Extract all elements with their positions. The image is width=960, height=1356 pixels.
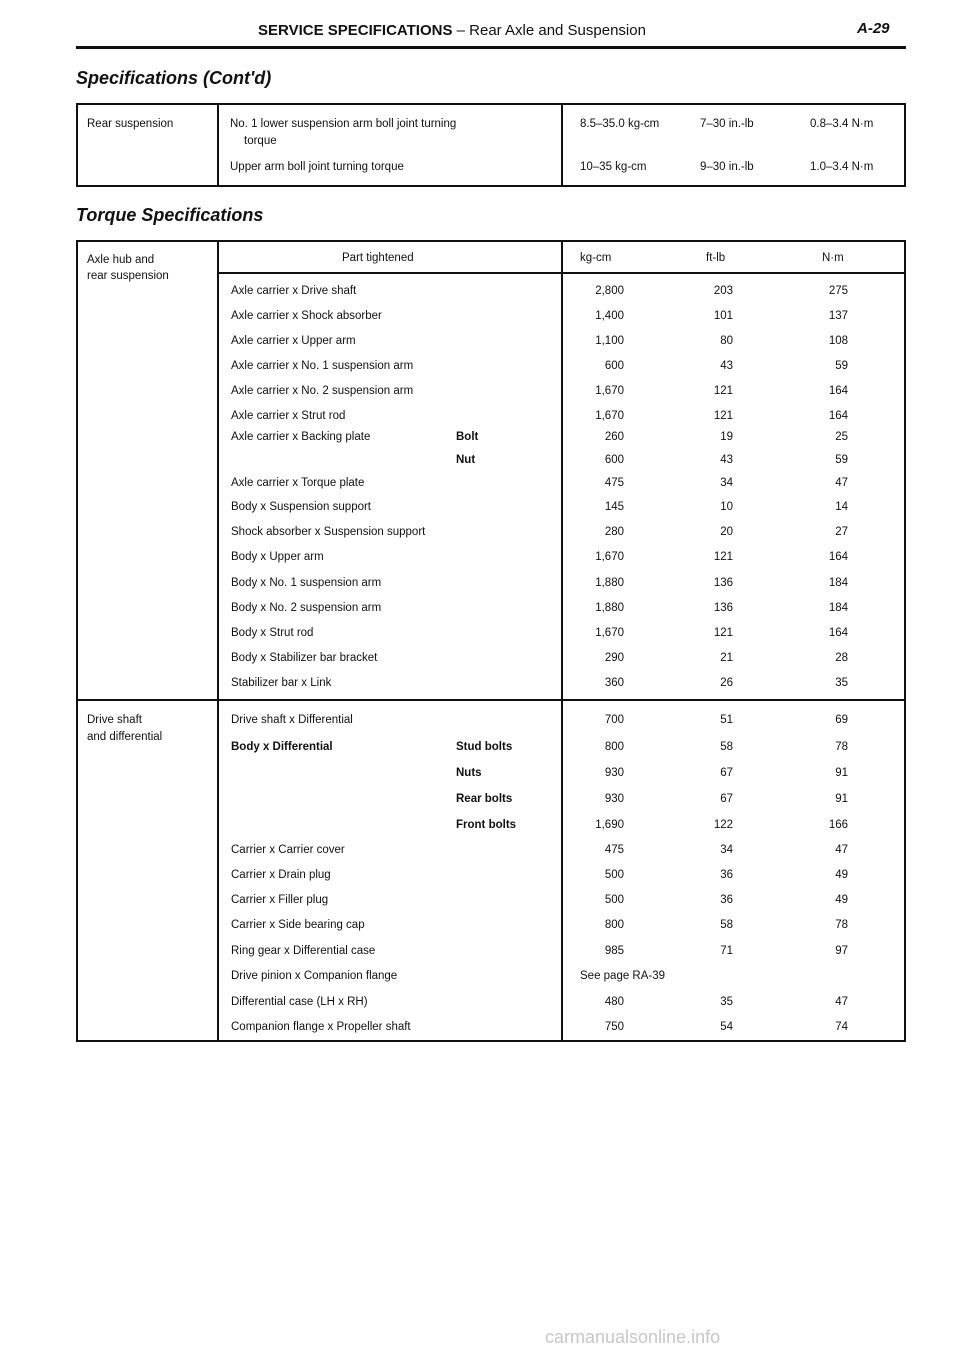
header-rule: [76, 46, 906, 49]
g1-row-3-value-nm: 108: [828, 335, 848, 347]
g1-row-11-part-name: Shock absorber x Suspension support: [231, 526, 426, 538]
g2-row-1-part-name: Drive shaft x Differential: [231, 714, 353, 726]
spec-divider-1: [217, 103, 219, 187]
g2-row-10-part-name: Ring gear x Differential case: [231, 945, 376, 957]
g2-row-9-value-kgcm: 800: [604, 919, 624, 931]
g2-row-12-value-ftlb: 35: [720, 996, 733, 1008]
g1-row-7-value-kgcm: 260: [604, 431, 624, 443]
g1-row-14-part-name: Body x No. 2 suspension arm: [231, 602, 382, 614]
g1-row-5-value-ftlb: 121: [713, 385, 733, 397]
torque-divider-1: [217, 240, 219, 1042]
col-header-kgcm: kg-cm: [580, 252, 612, 264]
g2-row-13-value-ftlb: 54: [720, 1021, 733, 1033]
g1-row-5-part-name: Axle carrier x No. 2 suspension arm: [231, 385, 414, 397]
g2-row-1-value-nm: 69: [835, 714, 848, 726]
spec-table: [76, 103, 906, 187]
g1-row-8-part-sub: Nut: [456, 454, 476, 466]
header-title-rest: – Rear Axle and Suspension: [452, 22, 646, 39]
g2-row-5-value-nm: 166: [828, 819, 848, 831]
g1-row-9-value-nm: 47: [835, 477, 848, 489]
g2-row-3-value-ftlb: 67: [720, 767, 733, 779]
g1-row-6-value-nm: 164: [828, 410, 848, 422]
g2-row-2-value-nm: 78: [835, 741, 848, 753]
g1-row-5-value-nm: 164: [828, 385, 848, 397]
g1-row-4-value-nm: 59: [835, 360, 848, 372]
g2-row-8-value-ftlb: 36: [720, 894, 733, 906]
g1-row-3-value-kgcm: 1,100: [595, 335, 624, 347]
g2-row-4-value-nm: 91: [835, 793, 848, 805]
g1-row-8-value-nm: 59: [835, 454, 848, 466]
g1-row-16-part-name: Body x Stabilizer bar bracket: [231, 652, 378, 664]
g1-row-8-value-ftlb: 43: [720, 454, 733, 466]
g2-row-2-part-sub: Stud bolts: [456, 741, 513, 753]
g1-row-10-value-ftlb: 10: [720, 501, 733, 513]
g2-row-4-value-ftlb: 67: [720, 793, 733, 805]
col-header-ftlb: ft-lb: [706, 252, 726, 264]
g2-row-8-part-name: Carrier x Filler plug: [231, 894, 329, 906]
g1-row-12-part-name: Body x Upper arm: [231, 551, 324, 563]
g2-row-2-value-kgcm: 800: [604, 741, 624, 753]
g1-row-7-part-name: Axle carrier x Backing plate: [231, 431, 371, 443]
torque-heading: Torque Specifications: [76, 205, 264, 225]
g1-row-10-value-kgcm: 145: [604, 501, 624, 513]
watermark: carmanualsonline.info: [545, 1327, 721, 1347]
g1-row-3-part-name: Axle carrier x Upper arm: [231, 335, 356, 347]
g2-row-10-value-kgcm: 985: [604, 945, 624, 957]
g1-row-15-value-kgcm: 1,670: [595, 627, 624, 639]
g1-row-2-part-name: Axle carrier x Shock absorber: [231, 310, 382, 322]
g1-row-15-value-ftlb: 121: [713, 627, 733, 639]
g1-row-17-part-name: Stabilizer bar x Link: [231, 677, 332, 689]
g2-row-10-value-nm: 97: [835, 945, 848, 957]
g1-row-7-part-sub: Bolt: [456, 431, 479, 443]
col-header-nm: N·m: [822, 252, 844, 264]
g1-row-3-value-ftlb: 80: [720, 335, 733, 347]
g1-row-6-part-name: Axle carrier x Strut rod: [231, 410, 346, 422]
g2-row-12-part-name: Differential case (LH x RH): [231, 996, 368, 1008]
g2-row-3-part-sub: Nuts: [456, 767, 482, 779]
g2-row-8-value-nm: 49: [835, 894, 848, 906]
g1-row-4-part-name: Axle carrier x No. 1 suspension arm: [231, 360, 414, 372]
header-title-bold: SERVICE SPECIFICATIONS: [258, 22, 453, 39]
g1-row-7-value-ftlb: 19: [720, 431, 733, 443]
g2-row-1-value-ftlb: 51: [720, 714, 733, 726]
g2-row-3-value-kgcm: 930: [604, 767, 624, 779]
g1-row-12-value-kgcm: 1,670: [595, 551, 624, 563]
group1-label-line2: rear suspension: [87, 270, 169, 282]
g1-row-9-value-ftlb: 34: [720, 477, 733, 489]
spec-row-2-kgcm: 10–35 kg-cm: [580, 161, 647, 173]
g2-row-6-value-nm: 47: [835, 844, 848, 856]
g1-row-16-value-ftlb: 21: [720, 652, 733, 664]
g1-row-12-value-nm: 164: [828, 551, 848, 563]
g1-row-17-value-kgcm: 360: [604, 677, 624, 689]
col-header-part: Part tightened: [342, 252, 414, 264]
g2-row-12-value-nm: 47: [835, 996, 848, 1008]
g1-row-10-part-name: Body x Suspension support: [231, 501, 372, 513]
g1-row-17-value-nm: 35: [835, 677, 848, 689]
g2-row-9-value-ftlb: 58: [720, 919, 733, 931]
spec-row-1-item-cont: torque: [244, 135, 277, 147]
g1-row-17-value-ftlb: 26: [720, 677, 733, 689]
g2-row-13-value-kgcm: 750: [604, 1021, 624, 1033]
spec-row-1-inlb: 7–30 in.-lb: [700, 118, 754, 130]
page-header-title: [258, 22, 646, 39]
g2-row-4-part-sub: Rear bolts: [456, 793, 513, 805]
group2-label-line1: Drive shaft: [87, 714, 142, 726]
page-number: A-29: [857, 20, 890, 37]
g1-row-2-value-kgcm: 1,400: [595, 310, 624, 322]
g2-row-6-part-name: Carrier x Carrier cover: [231, 844, 345, 856]
g1-row-12-value-ftlb: 121: [713, 551, 733, 563]
g1-row-1-value-kgcm: 2,800: [595, 285, 624, 297]
g1-row-2-value-nm: 137: [828, 310, 848, 322]
g2-row-13-part-name: Companion flange x Propeller shaft: [231, 1021, 411, 1033]
g2-row-7-value-kgcm: 500: [604, 869, 624, 881]
g2-row-11-see-page-note: See page RA-39: [580, 970, 666, 982]
g2-row-3-value-nm: 91: [835, 767, 848, 779]
group2-label-line2: and differential: [87, 731, 163, 743]
g2-row-7-part-name: Carrier x Drain plug: [231, 869, 331, 881]
g1-row-14-value-kgcm: 1,880: [595, 602, 624, 614]
g1-row-9-value-kgcm: 475: [604, 477, 624, 489]
g2-row-4-value-kgcm: 930: [604, 793, 624, 805]
g1-row-9-part-name: Axle carrier x Torque plate: [231, 477, 365, 489]
g2-row-5-value-kgcm: 1,690: [595, 819, 624, 831]
g1-row-1-value-ftlb: 203: [713, 285, 733, 297]
spec-divider-2: [561, 103, 563, 187]
g1-row-5-value-kgcm: 1,670: [595, 385, 624, 397]
g2-row-6-value-kgcm: 475: [604, 844, 624, 856]
g2-row-7-value-nm: 49: [835, 869, 848, 881]
g1-row-8-value-kgcm: 600: [604, 454, 624, 466]
g2-row-5-part-sub: Front bolts: [456, 819, 517, 831]
g1-row-13-value-nm: 184: [828, 577, 848, 589]
g1-row-10-value-nm: 14: [835, 501, 848, 513]
g2-row-13-value-nm: 74: [835, 1021, 848, 1033]
spec-group-label: Rear suspension: [87, 118, 174, 130]
g2-row-10-value-ftlb: 71: [720, 945, 733, 957]
g1-row-16-value-kgcm: 290: [604, 652, 624, 664]
spec-row-1-item: No. 1 lower suspension arm boll joint turning: [230, 118, 457, 130]
g2-row-2-part-name: Body x Differential: [231, 741, 333, 753]
g1-row-4-value-ftlb: 43: [720, 360, 733, 372]
g1-row-14-value-ftlb: 136: [713, 602, 733, 614]
spec-row-2-inlb: 9–30 in.-lb: [700, 161, 754, 173]
g1-row-16-value-nm: 28: [835, 652, 848, 664]
g2-row-7-value-ftlb: 36: [720, 869, 733, 881]
g1-row-11-value-nm: 27: [835, 526, 848, 538]
spec-row-1-nm: 0.8–3.4 N·m: [810, 118, 874, 130]
g2-row-2-value-ftlb: 58: [720, 741, 733, 753]
g1-row-7-value-nm: 25: [835, 431, 848, 443]
g1-row-13-value-ftlb: 136: [713, 577, 733, 589]
spec-row-1-kgcm: 8.5–35.0 kg-cm: [580, 118, 660, 130]
g1-row-13-part-name: Body x No. 1 suspension arm: [231, 577, 382, 589]
torque-divider-2: [561, 240, 563, 1042]
g2-row-6-value-ftlb: 34: [720, 844, 733, 856]
group1-label-line1: Axle hub and: [87, 254, 155, 266]
g2-row-12-value-kgcm: 480: [604, 996, 624, 1008]
g2-row-11-part-name: Drive pinion x Companion flange: [231, 970, 398, 982]
g1-row-11-value-ftlb: 20: [720, 526, 733, 538]
g1-row-4-value-kgcm: 600: [604, 360, 624, 372]
g1-row-1-value-nm: 275: [828, 285, 848, 297]
g1-row-11-value-kgcm: 280: [604, 526, 624, 538]
spec-row-2-nm: 1.0–3.4 N·m: [810, 161, 874, 173]
torque-header-rule: [217, 272, 906, 274]
spec-heading: Specifications (Cont'd): [76, 68, 272, 88]
g2-row-9-value-nm: 78: [835, 919, 848, 931]
torque-group-rule: [76, 699, 906, 701]
g2-row-5-value-ftlb: 122: [713, 819, 733, 831]
g2-row-9-part-name: Carrier x Side bearing cap: [231, 919, 365, 931]
g1-row-15-part-name: Body x Strut rod: [231, 627, 314, 639]
g1-row-1-part-name: Axle carrier x Drive shaft: [231, 285, 357, 297]
g1-row-15-value-nm: 164: [828, 627, 848, 639]
spec-row-2-item: Upper arm boll joint turning torque: [230, 161, 404, 173]
g1-row-13-value-kgcm: 1,880: [595, 577, 624, 589]
g1-row-6-value-kgcm: 1,670: [595, 410, 624, 422]
torque-table: [76, 240, 906, 1042]
g2-row-8-value-kgcm: 500: [604, 894, 624, 906]
g1-row-14-value-nm: 184: [828, 602, 848, 614]
g1-row-6-value-ftlb: 121: [713, 410, 733, 422]
g2-row-1-value-kgcm: 700: [604, 714, 624, 726]
g1-row-2-value-ftlb: 101: [713, 310, 733, 322]
